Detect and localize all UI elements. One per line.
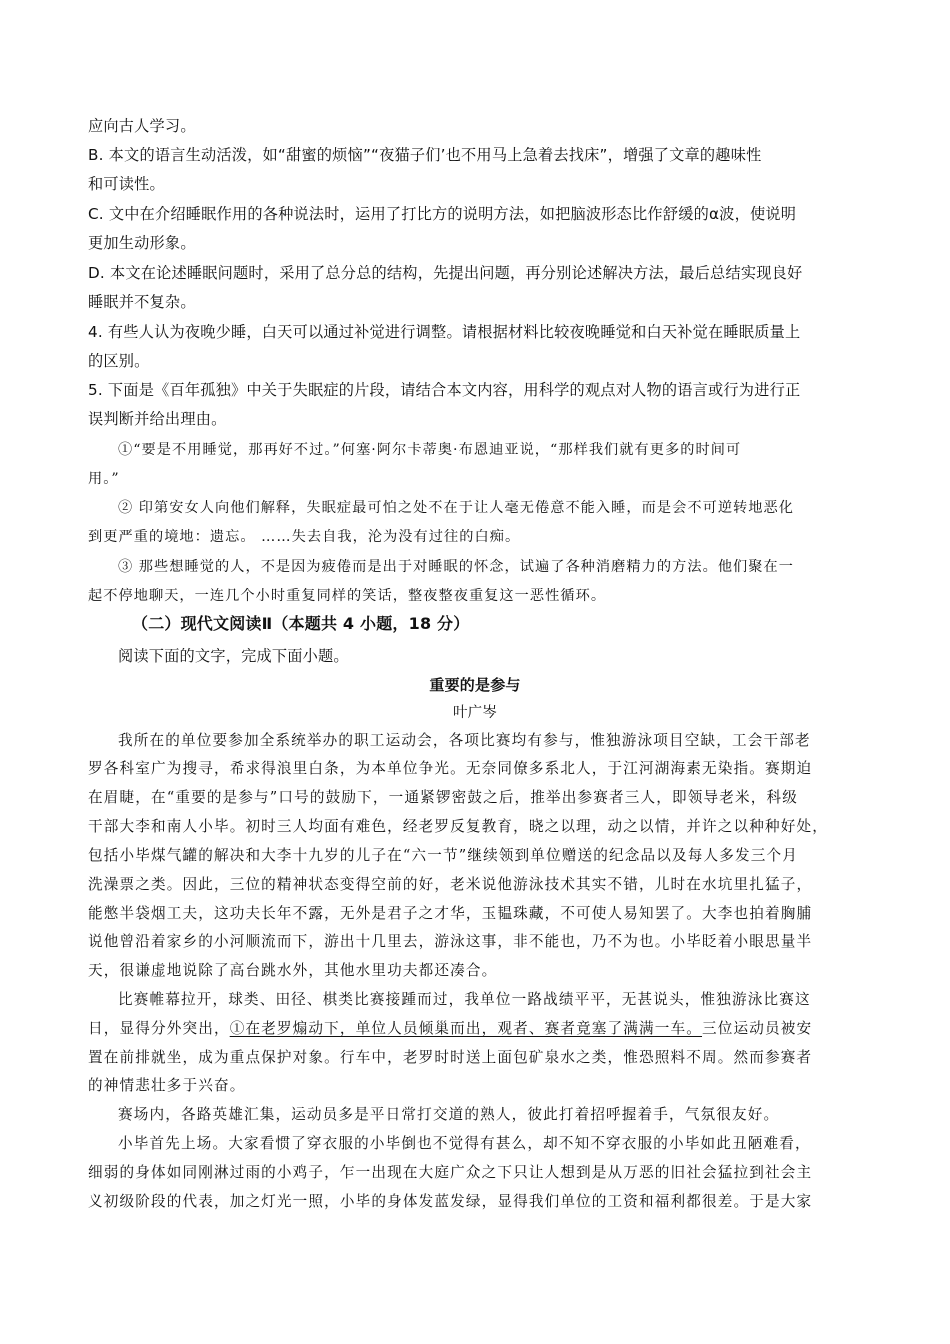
option-a-tail: 应向古人学习。 — [88, 117, 196, 135]
article-line: 赛场内，各路英雄汇集，运动员多是平日常打交道的熟人，彼此打着招呼握着手，气氛很友好。 — [118, 1106, 780, 1123]
article-line: 包括小毕煤气罐的解决和大李十九岁的儿子在“六一节”继续领到单位赠送的纪念品以及每人多发三个月 — [88, 847, 798, 864]
citation-1-line1: ①“要是不用睡觉，那再好不过。”何塞·阿尔卡蒂奥·布恩迪亚说，“那样我们就有更多的时间可 — [118, 442, 742, 458]
citation-3-line1: ③ 那些想睡觉的人，不是因为疲倦而是出于对睡眠的怀念，试遍了各种消磨精力的方法。他们聚在一 — [118, 559, 795, 575]
article-author: 叶广岑 — [452, 705, 498, 721]
article-line: 细弱的身体如同刚淋过雨的小鸡子，乍一出现在大庭广众之下只让人想到是从万恶的旧社会猛拉到社会主 — [88, 1164, 813, 1181]
citation-2-line2: 到更严重的境地：遗忘。 ……失去自我，沦为没有过往的白痴。 — [88, 529, 521, 545]
text-segment: 三位运动员被安 — [702, 1020, 813, 1037]
option-b-line2: 和可读性。 — [88, 175, 165, 193]
article-line: 的神情悲壮多于兴奋。 — [88, 1077, 246, 1094]
article-line: 罗各科室广为搜寻，希求得浪里白条，为本单位争光。无奈同僚多系北人，于江河湖海素无染指。赛期迫 — [88, 760, 813, 777]
citation-3-line2: 起不停地聊天，一连几个小时重复同样的笑话，整夜整夜重复这一恶性循环。 — [88, 588, 607, 604]
section-instruction: 阅读下面的文字，完成下面小题。 — [118, 647, 349, 665]
article-title: 重要的是参与 — [429, 676, 521, 694]
question-5-line1: 5. 下面是《百年孤独》中关于失眠症的片段，请结合本文内容，用科学的观点对人物的语言或行为进行正 — [88, 381, 801, 399]
article-line: 小毕首先上场。大家看惯了穿衣服的小毕倒也不觉得有甚么，却不知不穿衣服的小毕如此丑陋难看， — [118, 1135, 811, 1152]
citation-2-line1: ② 印第安女人向他们解释，失眠症最可怕之处不在于让人毫无倦意不能入睡，而是会不可逆转地恶化 — [118, 500, 795, 516]
option-c-line2: 更加生动形象。 — [88, 234, 196, 252]
article-line: 义初级阶段的代表，加之灯光一照，小毕的身体发蓝发绿，显得我们单位的工资和福利都很差。于是大家 — [88, 1193, 813, 1210]
question-4-line1: 4. 有些人认为夜晚少睡，白天可以通过补觉进行调整。请根据材料比较夜晚睡觉和白天补觉在睡眠质量上 — [88, 323, 801, 341]
article-line: 置在前排就坐，成为重点保护对象。行车中，老罗时时送上面包矿泉水之类，惟恐照料不周。然而参赛者 — [88, 1049, 813, 1066]
article-line: 比赛帷幕拉开，球类、田径、棋类比赛接踵而过，我单位一路战绩平平，无甚说头，惟独游泳比赛这 — [118, 991, 811, 1008]
article-line: 说他曾沿着家乡的小河顺流而下，游出十几里去，游泳这事，非不能也，乃不为也。小毕眨着小眼思量半 — [88, 933, 813, 950]
text-segment: 日，显得分外突出， — [88, 1020, 230, 1037]
question-4-line2: 的区别。 — [88, 352, 150, 370]
option-d-line1: D. 本文在论述睡眠问题时，采用了总分总的结构，先提出问题，再分别论述解决方法，最后总结实现良好 — [88, 264, 803, 282]
option-c-line1: C. 文中在介绍睡眠作用的各种说法时，运用了打比方的说明方法，如把脑波形态比作舒缓的α波，使说明 — [88, 205, 797, 223]
article-line: 天，很谦虚地说除了高台跳水外，其他水里功夫都还凑合。 — [88, 962, 498, 979]
article-line: 我所在的单位要参加全系统举办的职工运动会，各项比赛均有参与，惟独游泳项目空缺，工会干部老 — [118, 732, 811, 749]
article-line: 干部大李和南人小毕。初时三人均面有难色，经老罗反复教育，晓之以理，动之以情，并许之以种种好处， — [88, 818, 828, 835]
citation-1-line2: 用。” — [88, 471, 120, 487]
article-line: 洗澡票之类。因此，三位的精神状态变得空前的好，老米说他游泳技术其实不错，儿时在水坑里扎猛子， — [88, 876, 813, 893]
option-d-line2: 睡眠并不复杂。 — [88, 293, 196, 311]
article-line: 在眉睫，在“重要的是参与”口号的鼓励下，一通紧锣密鼓之后，推举出参赛者三人，即领导老米，科级 — [88, 789, 798, 806]
article-line: 能憋半袋烟工夫，这功夫长年不露，无外是君子之才华，玉韫珠藏，不可使人易知罢了。大李也拍着胸脯 — [88, 905, 813, 922]
underlined-sentence-1: ①在老罗煽动下，单位人员倾巢而出，观者、赛者竟塞了满满一车。 — [229, 1020, 703, 1037]
section-heading: （二）现代文阅读Ⅱ（本题共 4 小题，18 分） — [132, 614, 470, 633]
option-b-line1: B. 本文的语言生动活泼，如“甜蜜的烦恼”“夜猫子们’也不用马上急着去找床”，增强了文章的趣味性 — [88, 146, 762, 164]
article-line-with-underline — [88, 1019, 863, 1039]
question-5-line2: 误判断并给出理由。 — [88, 410, 227, 428]
